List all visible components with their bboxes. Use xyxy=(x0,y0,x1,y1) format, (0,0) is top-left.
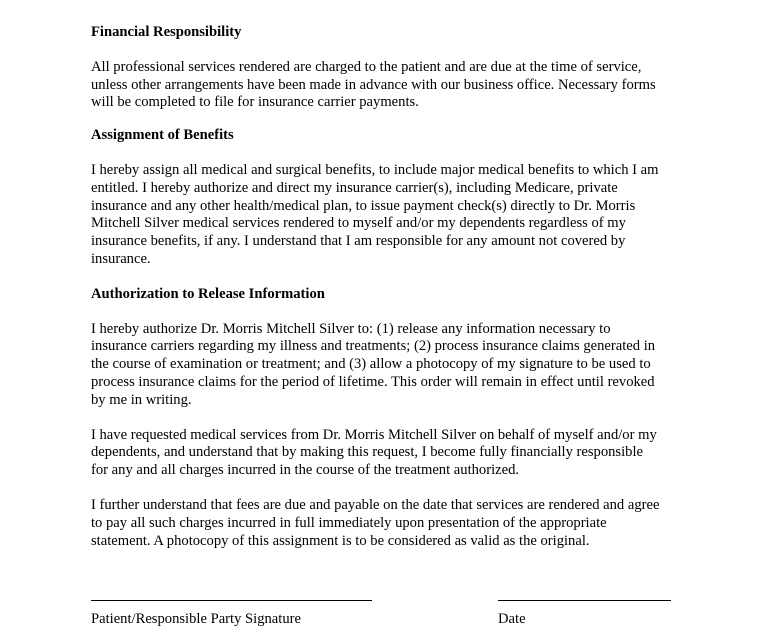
paragraph-line: the course of examination or treatment; and (3) allow a photocopy of my signature to be used to xyxy=(91,356,651,373)
signature-line[interactable] xyxy=(91,600,372,601)
paragraph-fees-due xyxy=(91,497,687,550)
paragraph-line: All professional services rendered are charged to the patient and are due at the time of service, xyxy=(91,58,642,75)
paragraph-line: I have requested medical services from Dr. Morris Mitchell Silver on behalf of myself and/or my xyxy=(91,426,657,443)
paragraph-requested-services xyxy=(91,427,687,480)
section-heading-assignment-of-benefits: Assignment of Benefits xyxy=(91,127,234,144)
paragraph-line: I hereby authorize Dr. Morris Mitchell Silver to: (1) release any information necessary to xyxy=(91,320,611,337)
paragraph-line: dependents, and understand that by making this request, I become fully financially responsible xyxy=(91,444,643,461)
date-label: Date xyxy=(498,611,526,627)
paragraph-line: entitled. I hereby authorize and direct my insurance carrier(s), including Medicare, private xyxy=(91,179,618,196)
section-heading-financial-responsibility: Financial Responsibility xyxy=(91,24,242,40)
paragraph-financial-responsibility xyxy=(91,59,687,112)
paragraph-line: insurance. xyxy=(91,250,151,267)
paragraph-line: I further understand that fees are due and payable on the date that services are rendered and agree xyxy=(91,496,660,513)
paragraph-assignment-of-benefits xyxy=(91,162,687,269)
paragraph-authorization-release xyxy=(91,321,687,410)
document-body xyxy=(91,24,687,550)
paragraph-line: will be completed to file for insurance carrier payments. xyxy=(91,94,419,111)
signature-row xyxy=(91,600,681,630)
section-heading-authorization-to-release: Authorization to Release Information xyxy=(91,285,325,302)
date-line[interactable] xyxy=(498,600,671,601)
paragraph-line: process insurance claims for the period of lifetime. This order will remain in effect until revoked xyxy=(91,373,655,390)
paragraph-line: insurance carriers regarding my illness and treatments; (2) process insurance claims generated in xyxy=(91,338,656,355)
paragraph-line: for any and all charges incurred in the course of the treatment authorized. xyxy=(91,462,520,479)
paragraph-line: insurance and any other health/medical plan, to issue payment check(s) directly to Dr. Morris xyxy=(91,197,636,214)
paragraph-line: statement. A photocopy of this assignment is to be considered as valid as the original. xyxy=(91,532,590,549)
paragraph-line: I hereby assign all medical and surgical benefits, to include major medical benefits to which I am xyxy=(91,161,659,178)
paragraph-line: unless other arrangements have been made in advance with our business office. Necessary forms xyxy=(91,76,656,93)
paragraph-line: Mitchell Silver medical services rendered to myself and/or my dependents regardless of my xyxy=(91,215,626,232)
paragraph-line: insurance benefits, if any. I understand that I am responsible for any amount not covered by xyxy=(91,233,626,250)
paragraph-line: by me in writing. xyxy=(91,391,192,408)
paragraph-line: to pay all such charges incurred in full immediately upon presentation of the appropriate xyxy=(91,514,607,531)
signature-label: Patient/Responsible Party Signature xyxy=(91,611,301,627)
